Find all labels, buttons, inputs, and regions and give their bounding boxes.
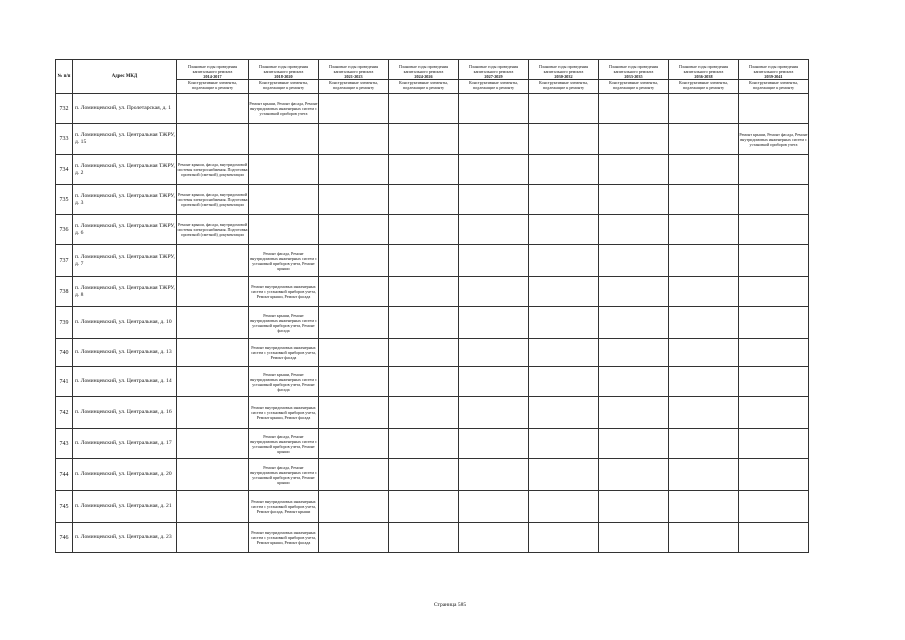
row-number: 743 <box>56 429 73 459</box>
header-period-4 <box>389 60 459 94</box>
table-row <box>56 459 809 491</box>
repair-cell-period-4 <box>389 277 459 307</box>
table-row <box>56 124 809 155</box>
repair-cell-period-9 <box>739 339 809 367</box>
repair-cell-period-2: Ремонт внутридомовых инженерных систем с установкой приборов учета, Ремонт фасада, Ремонт крыши <box>249 491 319 523</box>
repair-cell-period-1 <box>177 94 249 124</box>
repair-cell-period-3 <box>319 245 389 277</box>
header-period-title: Плановые годы проведения капитального ремонта <box>678 64 729 74</box>
repair-cell-period-9 <box>739 215 809 245</box>
repair-cell-period-1 <box>177 339 249 367</box>
repair-cell-period-2: Ремонт внутридомовых инженерных систем с установкой приборов учета, Ремонт крыши, Ремонт фасада <box>249 277 319 307</box>
repair-cell-period-6 <box>529 185 599 215</box>
header-period-subtitle: Конструктивные элементы, подлежащие к ремонту <box>188 80 237 90</box>
repair-cell-period-3 <box>319 429 389 459</box>
row-address: п. Ломинцевский, ул. Центральная, д. 23 <box>73 523 177 553</box>
repair-cell-period-4 <box>389 339 459 367</box>
repair-cell-period-4 <box>389 245 459 277</box>
capital-repair-table <box>55 59 809 553</box>
header-period-title: Плановые годы проведения капитального ремонта <box>468 64 519 74</box>
repair-cell-period-8 <box>669 215 739 245</box>
repair-cell-period-8 <box>669 155 739 185</box>
header-address: Адрес МКД <box>73 60 177 94</box>
header-period-8 <box>669 60 739 94</box>
header-period-years: 2036-2038 <box>694 74 713 79</box>
repair-cell-period-5 <box>459 215 529 245</box>
row-address: п. Ломинцевский, ул. Центральная, д. 13 <box>73 339 177 367</box>
header-period-subtitle: Конструктивные элементы, подлежащие к ремонту <box>749 80 798 90</box>
repair-cell-period-7 <box>599 94 669 124</box>
header-period-title: Плановые годы проведения капитального ремонта <box>328 64 379 74</box>
row-number: 744 <box>56 459 73 491</box>
header-period-2 <box>249 60 319 94</box>
repair-cell-period-5 <box>459 124 529 155</box>
repair-cell-period-9 <box>739 397 809 429</box>
repair-cell-period-8 <box>669 523 739 553</box>
header-period-years: 2021-2023 <box>344 74 363 79</box>
repair-cell-period-8 <box>669 367 739 397</box>
repair-cell-period-5 <box>459 94 529 124</box>
header-period-9 <box>739 60 809 94</box>
row-address: п. Ломинцевский, ул. Центральная ТЖРУ, д. 7 <box>73 245 177 277</box>
repair-cell-period-7 <box>599 523 669 553</box>
repair-cell-period-8 <box>669 185 739 215</box>
repair-cell-period-9 <box>739 523 809 553</box>
repair-cell-period-6 <box>529 277 599 307</box>
row-address: п. Ломинцевский, ул. Центральная, д. 10 <box>73 307 177 339</box>
repair-cell-period-7 <box>599 124 669 155</box>
repair-cell-period-2: Ремонт фасада, Ремонт внутридомовых инженерных систем с установкой приборов учета, Ремонт крыши <box>249 245 319 277</box>
repair-cell-period-9 <box>739 459 809 491</box>
repair-cell-period-7 <box>599 245 669 277</box>
header-period-3 <box>319 60 389 94</box>
repair-cell-period-7 <box>599 429 669 459</box>
repair-cell-period-1 <box>177 523 249 553</box>
repair-cell-period-7 <box>599 367 669 397</box>
repair-cell-period-2: Ремонт фасада, Ремонт внутридомовых инженерных систем с установкой приборов учета, Ремонт крыши <box>249 459 319 491</box>
repair-cell-period-3 <box>319 307 389 339</box>
table-row <box>56 429 809 459</box>
table-row <box>56 339 809 367</box>
row-number: 742 <box>56 397 73 429</box>
repair-cell-period-4 <box>389 124 459 155</box>
repair-cell-period-6 <box>529 124 599 155</box>
repair-cell-period-7 <box>599 397 669 429</box>
repair-cell-period-5 <box>459 155 529 185</box>
repair-cell-period-4 <box>389 155 459 185</box>
row-number: 737 <box>56 245 73 277</box>
repair-cell-period-8 <box>669 397 739 429</box>
header-period-title: Плановые годы проведения капитального ремонта <box>258 64 309 74</box>
repair-cell-period-5 <box>459 339 529 367</box>
repair-cell-period-7 <box>599 185 669 215</box>
table-row <box>56 94 809 124</box>
header-period-years: 2018-2020 <box>274 74 293 79</box>
table-row <box>56 397 809 429</box>
table-row <box>56 367 809 397</box>
repair-cell-period-4 <box>389 367 459 397</box>
repair-cell-period-4 <box>389 429 459 459</box>
repair-cell-period-3 <box>319 523 389 553</box>
repair-cell-period-3 <box>319 124 389 155</box>
header-period-years: 2033-2035 <box>624 74 643 79</box>
header-period-subtitle: Конструктивные элементы, подлежащие к ремонту <box>539 80 588 90</box>
repair-cell-period-9 <box>739 94 809 124</box>
repair-cell-period-4 <box>389 215 459 245</box>
repair-cell-period-5 <box>459 523 529 553</box>
row-number: 734 <box>56 155 73 185</box>
repair-cell-period-7 <box>599 307 669 339</box>
repair-cell-period-1 <box>177 491 249 523</box>
repair-cell-period-7 <box>599 459 669 491</box>
repair-cell-period-9 <box>739 245 809 277</box>
repair-cell-period-8 <box>669 307 739 339</box>
table-row <box>56 245 809 277</box>
header-period-5 <box>459 60 529 94</box>
table-row <box>56 277 809 307</box>
repair-cell-period-5 <box>459 245 529 277</box>
row-number: 746 <box>56 523 73 553</box>
repair-cell-period-1 <box>177 367 249 397</box>
row-address: п. Ломинцевский, ул. Центральная, д. 21 <box>73 491 177 523</box>
repair-cell-period-6 <box>529 307 599 339</box>
repair-cell-period-6 <box>529 367 599 397</box>
repair-cell-period-5 <box>459 185 529 215</box>
repair-cell-period-4 <box>389 459 459 491</box>
repair-cell-period-6 <box>529 155 599 185</box>
header-period-subtitle: Конструктивные элементы, подлежащие к ремонту <box>609 80 658 90</box>
repair-cell-period-8 <box>669 124 739 155</box>
repair-cell-period-6 <box>529 523 599 553</box>
row-address: п. Ломинцевский, ул. Центральная ТЖРУ, д. 8 <box>73 277 177 307</box>
repair-cell-period-2: Ремонт внутридомовых инженерных систем с установкой приборов учета, Ремонт крыши, Ремонт фасада <box>249 397 319 429</box>
header-num: № п/п <box>56 60 73 94</box>
header-period-1 <box>177 60 249 94</box>
repair-cell-period-5 <box>459 367 529 397</box>
repair-cell-period-3 <box>319 367 389 397</box>
row-number: 745 <box>56 491 73 523</box>
repair-cell-period-8 <box>669 245 739 277</box>
repair-cell-period-8 <box>669 94 739 124</box>
repair-cell-period-1 <box>177 124 249 155</box>
repair-cell-period-5 <box>459 397 529 429</box>
repair-cell-period-6 <box>529 459 599 491</box>
repair-cell-period-6 <box>529 397 599 429</box>
repair-cell-period-6 <box>529 245 599 277</box>
header-period-subtitle: Конструктивные элементы, подлежащие к ремонту <box>469 80 518 90</box>
repair-cell-period-6 <box>529 339 599 367</box>
repair-cell-period-2 <box>249 185 319 215</box>
row-number: 738 <box>56 277 73 307</box>
repair-cell-period-3 <box>319 397 389 429</box>
repair-cell-period-3 <box>319 94 389 124</box>
repair-cell-period-9 <box>739 307 809 339</box>
row-address: п. Ломинцевский, ул. Центральная ТЖРУ, д. 6 <box>73 215 177 245</box>
repair-cell-period-1 <box>177 459 249 491</box>
row-address: п. Ломинцевский, ул. Центральная, д. 16 <box>73 397 177 429</box>
repair-cell-period-8 <box>669 491 739 523</box>
repair-cell-period-3 <box>319 339 389 367</box>
repair-cell-period-6 <box>529 491 599 523</box>
table-row <box>56 491 809 523</box>
row-address: п. Ломинцевский, ул. Пролетарская, д. 1 <box>73 94 177 124</box>
repair-cell-period-9 <box>739 367 809 397</box>
repair-cell-period-1 <box>177 277 249 307</box>
repair-cell-period-4 <box>389 491 459 523</box>
repair-cell-period-9 <box>739 185 809 215</box>
repair-cell-period-8 <box>669 277 739 307</box>
repair-cell-period-8 <box>669 339 739 367</box>
repair-cell-period-2: Ремонт крыши, Ремонт внутридомовых инженерных систем с установкой приборов учета, Ремонт фасада <box>249 307 319 339</box>
header-period-title: Плановые годы проведения капитального ремонта <box>748 64 799 74</box>
row-number: 733 <box>56 124 73 155</box>
repair-cell-period-4 <box>389 397 459 429</box>
row-number: 739 <box>56 307 73 339</box>
repair-cell-period-2 <box>249 215 319 245</box>
header-period-title: Плановые годы проведения капитального ремонта <box>538 64 589 74</box>
repair-cell-period-7 <box>599 215 669 245</box>
repair-cell-period-9: Ремонт крыши, Ремонт фасада, Ремонт внутридомовых инженерных систем с установкой приборов учета <box>739 124 809 155</box>
row-number: 732 <box>56 94 73 124</box>
table-row <box>56 155 809 185</box>
table-row <box>56 215 809 245</box>
header-period-title: Плановые годы проведения капитального ремонта <box>187 64 238 74</box>
repair-cell-period-2: Ремонт крыши, Ремонт внутридомовых инженерных систем с установкой приборов учета, Ремонт фасада <box>249 367 319 397</box>
repair-cell-period-1: Ремонт крыши, фасада, внутридомовой системы электроснабжения. Подготовка проектной (сметной) документации <box>177 215 249 245</box>
repair-cell-period-3 <box>319 215 389 245</box>
row-address: п. Ломинцевский, ул. Центральная, д. 20 <box>73 459 177 491</box>
row-address: п. Ломинцевский, ул. Центральная, д. 14 <box>73 367 177 397</box>
repair-cell-period-4 <box>389 185 459 215</box>
repair-cell-period-6 <box>529 429 599 459</box>
header-period-6 <box>529 60 599 94</box>
page-number: Страница 585 <box>433 602 467 608</box>
repair-cell-period-3 <box>319 185 389 215</box>
row-address: п. Ломинцевский, ул. Центральная ТЖРУ, д. 2 <box>73 155 177 185</box>
repair-cell-period-9 <box>739 155 809 185</box>
repair-cell-period-2: Ремонт фасада, Ремонт внутридомовых инженерных систем с установкой приборов учета, Ремонт крыши <box>249 429 319 459</box>
repair-cell-period-3 <box>319 155 389 185</box>
repair-cell-period-4 <box>389 94 459 124</box>
header-period-subtitle: Конструктивные элементы, подлежащие к ремонту <box>329 80 378 90</box>
repair-cell-period-3 <box>319 459 389 491</box>
repair-cell-period-7 <box>599 277 669 307</box>
repair-cell-period-6 <box>529 215 599 245</box>
row-number: 741 <box>56 367 73 397</box>
row-number: 740 <box>56 339 73 367</box>
row-address: п. Ломинцевский, ул. Центральная ТЖРУ, д. 3 <box>73 185 177 215</box>
header-period-subtitle: Конструктивные элементы, подлежащие к ремонту <box>259 80 308 90</box>
repair-cell-period-3 <box>319 277 389 307</box>
repair-cell-period-1: Ремонт крыши, фасада, внутридомовой системы электроснабжения. Подготовка проектной (сметной) документации <box>177 155 249 185</box>
repair-cell-period-6 <box>529 94 599 124</box>
repair-cell-period-9 <box>739 429 809 459</box>
header-period-years: 2024-2026 <box>414 74 433 79</box>
repair-cell-period-4 <box>389 523 459 553</box>
repair-cell-period-5 <box>459 277 529 307</box>
repair-cell-period-8 <box>669 459 739 491</box>
header-period-subtitle: Конструктивные элементы, подлежащие к ремонту <box>399 80 448 90</box>
header-period-years: 2039-2041 <box>764 74 783 79</box>
repair-cell-period-4 <box>389 307 459 339</box>
table-row <box>56 185 809 215</box>
repair-cell-period-8 <box>669 429 739 459</box>
repair-cell-period-3 <box>319 491 389 523</box>
repair-cell-period-2: Ремонт крыши, Ремонт фасада, Ремонт внутридомовых инженерных систем с установкой приборов учета <box>249 94 319 124</box>
repair-cell-period-5 <box>459 307 529 339</box>
repair-cell-period-9 <box>739 491 809 523</box>
header-period-years: 2014-2017 <box>203 74 222 79</box>
repair-cell-period-2 <box>249 124 319 155</box>
header-period-title: Плановые годы проведения капитального ремонта <box>398 64 449 74</box>
repair-cell-period-9 <box>739 277 809 307</box>
row-address: п. Ломинцевский, ул. Центральная, д. 17 <box>73 429 177 459</box>
repair-cell-period-1 <box>177 307 249 339</box>
table-row <box>56 307 809 339</box>
repair-cell-period-7 <box>599 491 669 523</box>
header-period-years: 2030-2032 <box>554 74 573 79</box>
repair-cell-period-7 <box>599 339 669 367</box>
header-period-7 <box>599 60 669 94</box>
header-period-years: 2027-2029 <box>484 74 503 79</box>
row-number: 736 <box>56 215 73 245</box>
repair-cell-period-5 <box>459 459 529 491</box>
repair-cell-period-1 <box>177 429 249 459</box>
header-period-title: Плановые годы проведения капитального ремонта <box>608 64 659 74</box>
row-address: п. Ломинцевский, ул. Центральная ТЖРУ, д. 15 <box>73 124 177 155</box>
repair-cell-period-1 <box>177 245 249 277</box>
repair-cell-period-7 <box>599 155 669 185</box>
repair-cell-period-5 <box>459 429 529 459</box>
row-number: 735 <box>56 185 73 215</box>
table-row <box>56 523 809 553</box>
header-period-subtitle: Конструктивные элементы, подлежащие к ремонту <box>679 80 728 90</box>
repair-cell-period-2 <box>249 155 319 185</box>
repair-cell-period-2: Ремонт внутридомовых инженерных систем с установкой приборов учета, Ремонт крыши, Ремонт фасада <box>249 523 319 553</box>
repair-cell-period-2: Ремонт внутридомовых инженерных систем с установкой приборов учета, Ремонт фасада <box>249 339 319 367</box>
repair-cell-period-1: Ремонт крыши, фасада, внутридомовой системы электроснабжения. Подготовка проектной (сметной) документации <box>177 185 249 215</box>
repair-cell-period-1 <box>177 397 249 429</box>
repair-cell-period-5 <box>459 491 529 523</box>
